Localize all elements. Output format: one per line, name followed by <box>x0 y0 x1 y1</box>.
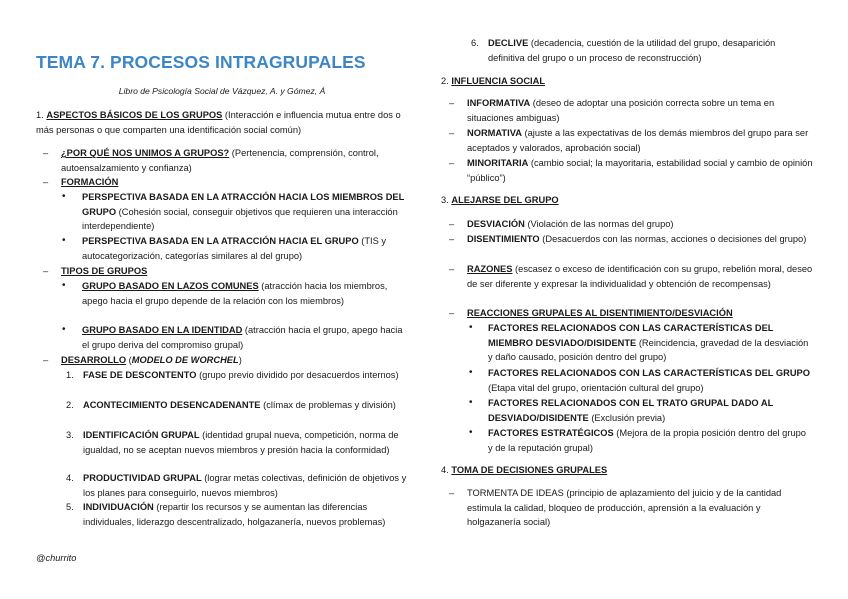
list-item-f1: • PERSPECTIVA BASADA EN LA ATRACCIÓN HACIA LOS MIEMBROS DEL GRUPO (Cohesión social, conseguir objetivos que requieren una interacción interdependiente) <box>62 191 405 232</box>
list-item-t2: • GRUPO BASADO EN LA IDENTIDAD (atracción hacia el grupo, apego hacia el grupo deriva del compromiso grupal) <box>62 324 403 350</box>
list-item-tipos: – TIPOS DE GRUPOS <box>43 266 148 276</box>
list-item-r4: • FACTORES ESTRATÉGICOS (Mejora de la propia posición dentro del grupo y de la reputación grupal) <box>469 427 806 453</box>
list-item-f2: • PERSPECTIVA BASADA EN LA ATRACCIÓN HACIA EL GRUPO (TIS y autocategorización, categorías similares al del grupo) <box>62 235 387 261</box>
numbered-item-6: 6. DECLIVE (decadencia, cuestión de la utilidad del grupo, desaparición definitiva del grupo o un proceso de reconstrucción) <box>471 38 776 63</box>
list-item-tormenta: – TORMENTA DE IDEAS (principio de aplazamiento del juicio y de la cantidad estimula la calidad, bloqueo de producción, aprensión a la evaluación y holgazanería social) <box>449 488 782 528</box>
section-4-heading: 4. TOMA DE DECISIONES GRUPALES <box>441 465 608 475</box>
section-3-heading: 3. ALEJARSE DEL GRUPO <box>441 195 559 205</box>
list-item-why: – ¿POR QUÉ NOS UNIMOS A GRUPOS? (Pertenencia, comprensión, control, autoensalzamiento y confianza) <box>43 148 379 173</box>
section-1-title: ASPECTOS BÁSICOS DE LOS GRUPOS <box>46 110 223 120</box>
list-item-reacciones: – REACCIONES GRUPALES AL DISENTIMIENTO/DESVIACIÓN <box>449 308 733 318</box>
list-item-desviacion: – DESVIACIÓN (Violación de las normas del grupo) <box>449 219 674 229</box>
section-4-title: TOMA DE DECISIONES GRUPALES <box>451 465 608 475</box>
list-item-r1: • FACTORES RELACIONADOS CON LAS CARACTERÍSTICAS DEL MIEMBRO DESVIADO/DISIDENTE (Reincidencia, gravedad de la desviación y daño causado, posición dentro del grupo) <box>469 322 809 363</box>
list-item-formacion: – FORMACIÓN <box>43 177 119 187</box>
numbered-item-4: 4. PRODUCTIVIDAD GRUPAL (lograr metas colectivas, definición de objetivos y los planes para conseguirlo, nuevos miembros) <box>66 473 407 498</box>
list-item-minoritaria: – MINORITARIA (cambio social; la mayoritaria, estabilidad social y cambio de opinión “público”) <box>449 158 813 183</box>
numbered-item-5: 5. INDIVIDUACIÓN (repartir los recursos y se aumentan las diferencias individuales, liderazgo descentralizado, holgazanería, nuevos problemas) <box>66 502 386 527</box>
list-item-normativa: – NORMATIVA (ajuste a las expectativas de los demás miembros del grupo para ser aceptados y valorados, aprobación social) <box>449 128 809 153</box>
list-item-disentimiento: – DISENTIMIENTO (Desacuerdos con las normas, acciones o decisiones del grupo) <box>449 234 807 244</box>
list-item-t1: • GRUPO BASADO EN LAZOS COMUNES (atracción hacia los miembros, apego hacia el grupo depende de la relación con los miembros) <box>62 280 388 306</box>
list-item-desarrollo: – DESARROLLO (MODELO DE WORCHEL) <box>43 355 242 365</box>
author-signature: @churrito <box>36 553 77 563</box>
list-item-r2: • FACTORES RELACIONADOS CON LAS CARACTERÍSTICAS DEL GRUPO (Etapa vital del grupo, orientación cultural del grupo) <box>469 367 810 393</box>
numbered-item-1: 1. FASE DE DESCONTENTO (grupo previo dividido por desacuerdos internos) <box>66 370 399 380</box>
list-item-razones: – RAZONES (escasez o exceso de identificación con su grupo, rebelión moral, deseo de ser diferente y expresar la individualidad y obtención de recompensas) <box>449 264 813 289</box>
page-subtitle: Libro de Psicología Social de Vázquez, A. y Gómez, Á <box>118 86 326 96</box>
numbered-item-2: 2. ACONTECIMIENTO DESENCADENANTE (clímax de problemas y división) <box>66 400 396 410</box>
numbered-item-3: 3. IDENTIFICACIÓN GRUPAL (identidad grupal nueva, competición, norma de igualdad, no se aceptan nuevos miembros y presión hacia la conformidad) <box>66 430 399 455</box>
section-1-heading: 1. ASPECTOS BÁSICOS DE LOS GRUPOS (Interacción e influencia mutua entre dos o más personas o que comparten una identificación social común) <box>36 110 401 135</box>
section-2-heading: 2. INFLUENCIA SOCIAL <box>441 76 546 86</box>
list-item-informativa: – INFORMATIVA (deseo de adoptar una posición correcta sobre un tema en situaciones ambiguas) <box>449 98 775 123</box>
page-title: TEMA 7. PROCESOS INTRAGRUPALES <box>36 52 366 72</box>
section-2-title: INFLUENCIA SOCIAL <box>451 76 546 86</box>
section-3-title: ALEJARSE DEL GRUPO <box>451 195 559 205</box>
list-item-r3: • FACTORES RELACIONADOS CON EL TRATO GRUPAL DADO AL DESVIADO/DISIDENTE (Exclusión previa) <box>469 397 774 423</box>
